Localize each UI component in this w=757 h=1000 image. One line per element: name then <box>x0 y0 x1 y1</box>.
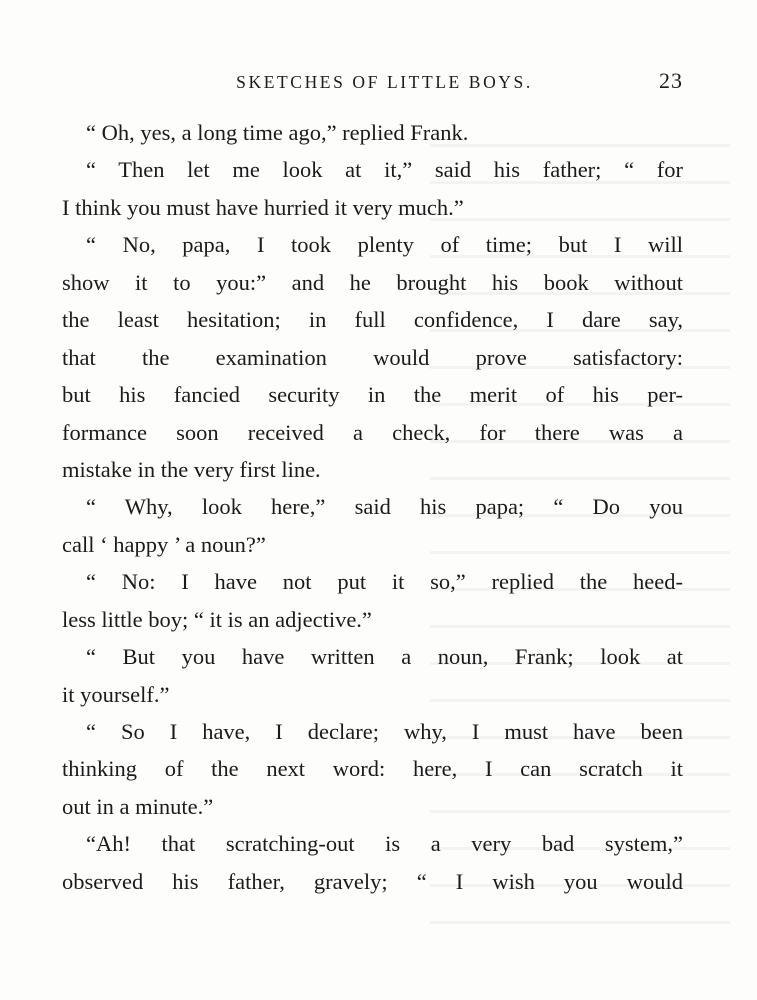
text-line: I think you must have hurried it very much.” <box>62 194 464 220</box>
text-line: observed his father, gravely; “ I wish you would <box>62 868 683 894</box>
text-line: “ But you have written a noun, Frank; look at <box>86 644 683 670</box>
body-text <box>62 114 683 900</box>
text-line: “ No, papa, I took plenty of time; but I will <box>86 232 683 258</box>
text-line: but his fancied security in the merit of his per- <box>62 382 683 408</box>
text-line: “ Why, look here,” said his papa; “ Do you <box>86 494 683 520</box>
text-line: thinking of the next word: here, I can scratch it <box>62 756 683 782</box>
text-line: that the examination would prove satisfactory: <box>62 344 683 370</box>
running-header <box>0 68 757 98</box>
text-line: the least hesitation; in full confidence, I dare say, <box>62 307 683 333</box>
text-line: “ No: I have not put it so,” replied the heed- <box>86 569 683 595</box>
text-line: “ Oh, yes, a long time ago,” replied Frank. <box>86 120 469 145</box>
page-number: 23 <box>659 68 683 93</box>
text-line: “Ah! that scratching-out is a very bad system,” <box>86 831 683 857</box>
text-line: out in a minute.” <box>62 793 214 819</box>
text-line: “ So I have, I declare; why, I must have been <box>86 719 683 744</box>
text-line: it yourself.” <box>62 681 170 707</box>
text-line: less little boy; “ it is an adjective.” <box>62 606 372 632</box>
running-title: SKETCHES OF LITTLE BOYS. <box>236 72 533 92</box>
text-line: formance soon received a check, for there was a <box>62 419 683 445</box>
text-line: call ‘ happy ’ a noun?” <box>62 531 266 557</box>
text-line: show it to you:” and he brought his book without <box>62 269 683 295</box>
text-line: mistake in the very first line. <box>62 456 321 482</box>
text-line: “ Then let me look at it,” said his father; “ for <box>86 157 683 183</box>
